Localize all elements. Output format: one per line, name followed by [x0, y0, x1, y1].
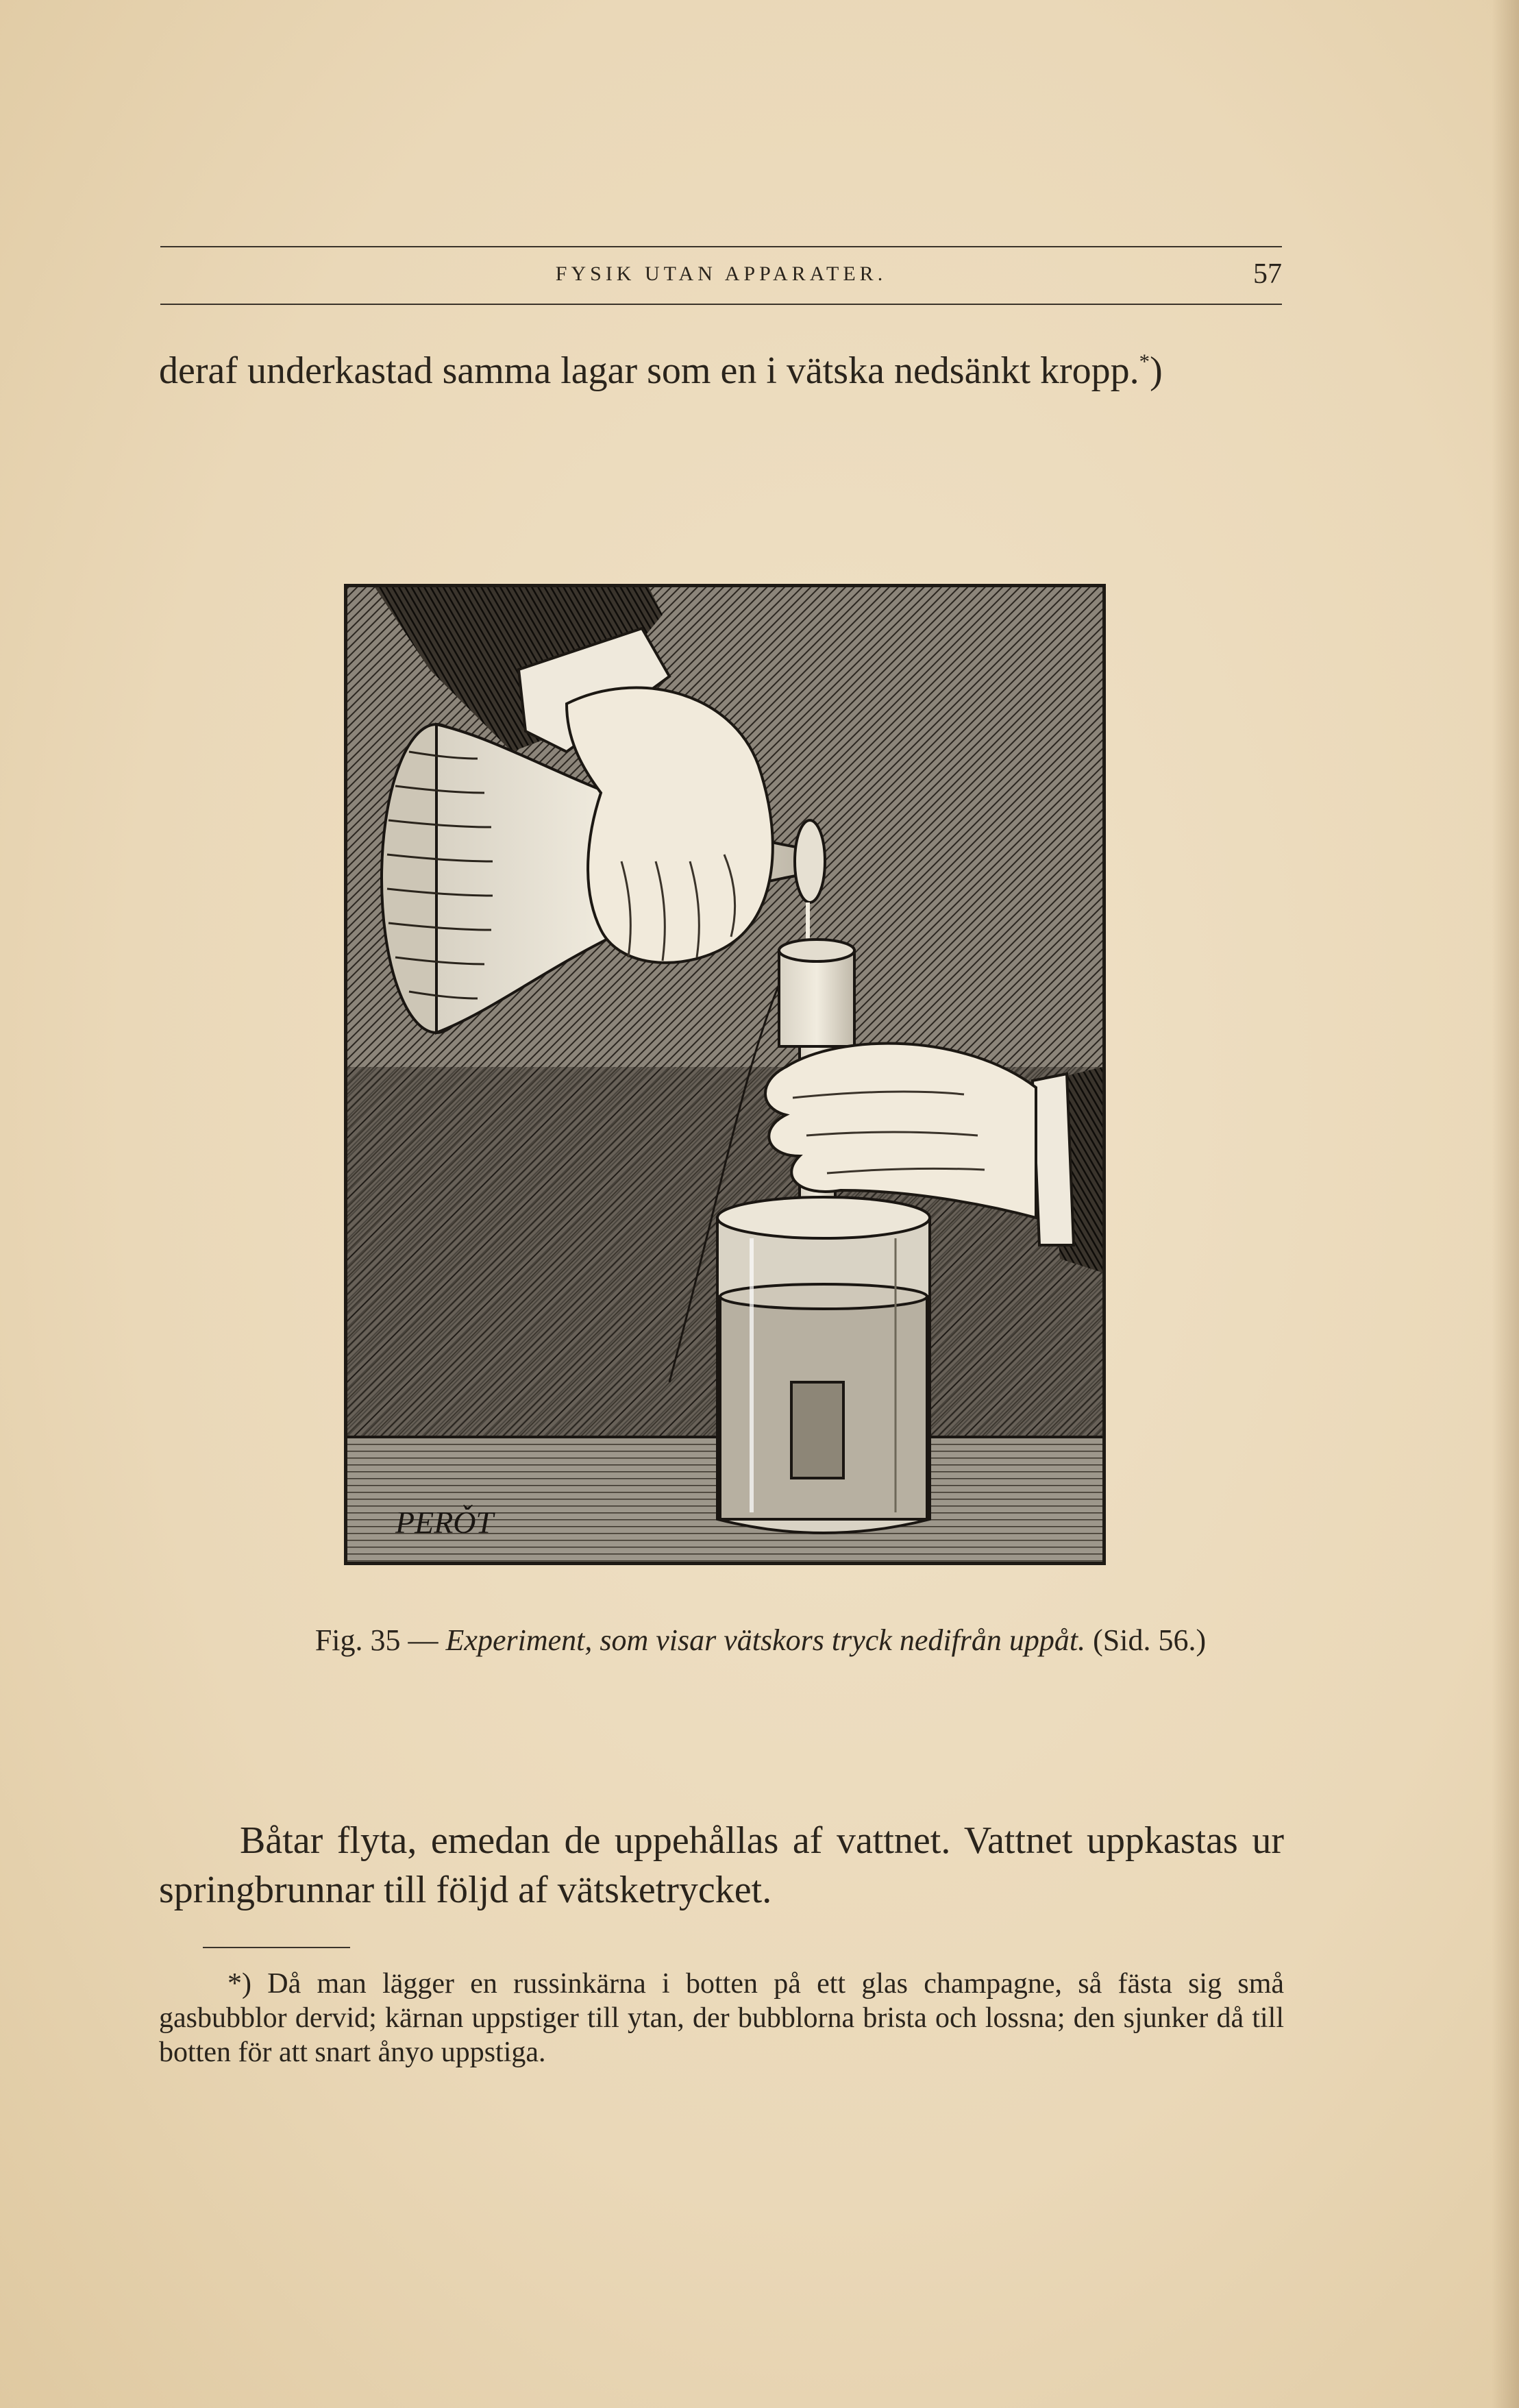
- engraving-illustration: [347, 587, 1102, 1562]
- caption-label: Fig. 35 —: [314, 1623, 439, 1657]
- caption-reference: (Sid. 56.): [1093, 1623, 1207, 1657]
- paragraph-top-trailing: ): [1150, 349, 1163, 392]
- paragraph-top: [159, 346, 1284, 395]
- caption-italic: Experiment, som visar vätskors tryck nedifrån uppåt.: [445, 1623, 1086, 1657]
- footnote-rule: [203, 1947, 350, 1948]
- header-rule-bottom: [160, 304, 1282, 305]
- footnote-text: Då man lägger en russinkärna i botten på ett glas champagne, så fästa sig små gasbubblor dervid; kärnan uppstiger till ytan, der bubblorna brista och lossna; den sjunker då till botten för att snart ånyo uppstiga.: [159, 1968, 1285, 2068]
- page-edge-shadow: [1492, 0, 1519, 2408]
- beaker: [717, 1197, 930, 1533]
- running-header: [160, 257, 1282, 291]
- footnote: [159, 1967, 1284, 2069]
- figure-caption: [288, 1621, 1233, 1660]
- footnote-marker: *): [227, 1968, 251, 2000]
- header-rule-top: [160, 246, 1282, 247]
- lower-cuff: [1033, 1074, 1074, 1245]
- paragraph-top-text: deraf underkastad samma lagar som en i vätska nedsänkt kropp.: [159, 349, 1139, 392]
- running-title: FYSIK UTAN APPARATER.: [555, 262, 887, 285]
- page-number: 57: [1253, 258, 1282, 290]
- figure-engraving: [344, 584, 1106, 1565]
- paragraph-bottom: [159, 1816, 1284, 1915]
- paragraph-bottom-text: Båtar flyta, emedan de uppehållas af vattnet. Vattnet uppkastas ur springbrunnar till följd af vätsketrycket.: [159, 1819, 1284, 1911]
- engraver-signature: PERǑT: [395, 1505, 494, 1540]
- footnote-reference: *: [1139, 349, 1150, 373]
